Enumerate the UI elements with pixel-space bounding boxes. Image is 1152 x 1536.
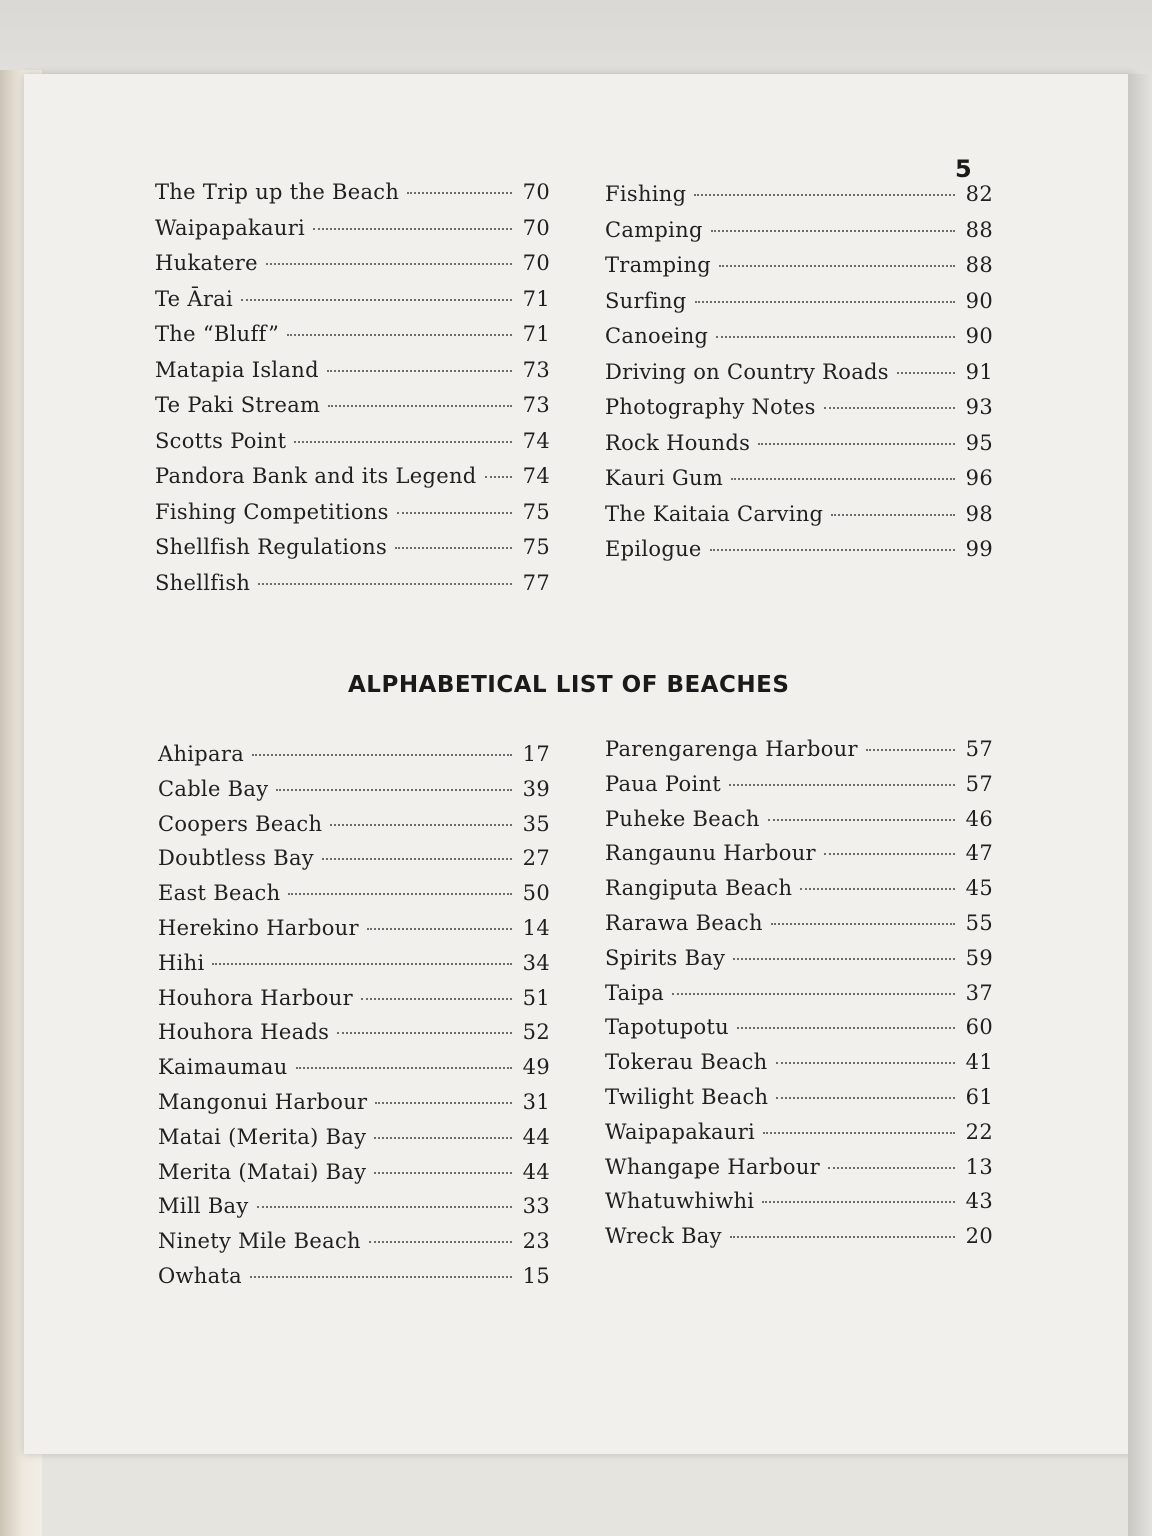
list-item	[605, 841, 993, 876]
list-item	[605, 431, 993, 467]
entry-page-number: 17	[522, 742, 550, 766]
entry-title: Houhora Heads	[158, 1020, 330, 1045]
dot-leader	[768, 819, 955, 821]
list-item	[155, 500, 550, 536]
entry-page-number: 55	[965, 910, 993, 935]
dot-leader	[395, 547, 512, 549]
list-item	[605, 1085, 993, 1120]
entry-page-number: 50	[522, 881, 550, 906]
list-item	[158, 1229, 550, 1264]
entry-title: Rarawa Beach	[605, 910, 763, 935]
dot-leader	[711, 230, 955, 232]
entry-page-number: 51	[522, 985, 550, 1010]
dot-leader	[731, 478, 955, 480]
list-item	[158, 1160, 550, 1195]
list-item	[158, 812, 550, 847]
list-item	[158, 986, 550, 1021]
dot-leader	[758, 443, 955, 445]
entry-page-number: 57	[965, 737, 993, 761]
entry-title: Surfing	[605, 288, 687, 313]
entry-title: Taipa	[605, 980, 665, 1005]
dot-leader	[694, 194, 955, 196]
entry-title: Rangiputa Beach	[605, 876, 793, 901]
entry-title: Photography Notes	[605, 395, 816, 419]
list-item	[605, 1224, 993, 1259]
entry-title: Doubtless Bay	[158, 846, 314, 871]
list-item	[155, 393, 550, 429]
list-item	[158, 1055, 550, 1090]
entry-page-number: 15	[522, 1263, 550, 1288]
dot-leader	[710, 549, 955, 551]
entry-title: Whangape Harbour	[605, 1154, 820, 1179]
entry-title: Ninety Mile Beach	[158, 1229, 361, 1254]
beaches-list-left	[158, 742, 550, 1299]
list-item	[605, 182, 993, 218]
entry-title: Coopers Beach	[158, 811, 323, 836]
entry-title: Spirits Bay	[605, 945, 726, 970]
entry-page-number: 70	[522, 180, 550, 204]
list-item	[605, 737, 993, 772]
list-item	[605, 502, 993, 538]
dot-leader	[762, 1201, 955, 1203]
entry-page-number: 75	[522, 499, 550, 524]
list-item	[155, 216, 550, 252]
entry-page-number: 43	[965, 1189, 993, 1214]
entry-page-number: 73	[522, 357, 550, 382]
dot-leader	[719, 265, 955, 267]
dot-leader	[771, 923, 955, 925]
dot-leader	[485, 476, 512, 478]
page-shadow	[1128, 74, 1152, 1536]
entry-title: Tokerau Beach	[605, 1050, 768, 1075]
entry-page-number: 23	[522, 1229, 550, 1254]
dot-leader	[294, 441, 512, 443]
list-item	[605, 253, 993, 289]
list-item	[605, 395, 993, 431]
entry-page-number: 33	[522, 1194, 550, 1219]
dot-leader	[800, 888, 955, 890]
entry-page-number: 41	[965, 1050, 993, 1075]
list-item	[605, 772, 993, 807]
entry-page-number: 52	[522, 1020, 550, 1045]
dot-leader	[824, 853, 955, 855]
entry-page-number: 73	[522, 393, 550, 417]
dot-leader	[252, 754, 512, 756]
dot-leader	[250, 1276, 512, 1278]
list-item	[605, 1189, 993, 1224]
entry-title: Twilight Beach	[605, 1084, 769, 1109]
entry-title: The Kaitaia Carving	[605, 501, 824, 526]
entry-page-number: 35	[522, 811, 550, 836]
list-item	[155, 287, 550, 323]
entry-title: Rangaunu Harbour	[605, 841, 816, 866]
dot-leader	[776, 1062, 956, 1064]
entry-page-number: 71	[522, 322, 550, 346]
list-item	[158, 1194, 550, 1229]
dot-leader	[322, 858, 512, 860]
entry-title: Rock Hounds	[605, 430, 751, 455]
entry-title: The Trip up the Beach	[155, 180, 400, 204]
list-item	[605, 324, 993, 360]
contents-list-right	[605, 182, 993, 573]
entry-title: Kauri Gum	[605, 466, 724, 490]
entry-page-number: 44	[522, 1124, 550, 1149]
list-item	[158, 1125, 550, 1160]
entry-title: Fishing Competitions	[155, 499, 389, 524]
list-item	[158, 1090, 550, 1125]
entry-title: Owhata	[158, 1263, 242, 1288]
entry-page-number: 70	[522, 215, 550, 240]
dot-leader	[337, 1032, 512, 1034]
entry-title: Matai (Merita) Bay	[158, 1124, 367, 1149]
list-item	[605, 1015, 993, 1050]
entry-title: Te Paki Stream	[155, 393, 321, 417]
list-item	[605, 876, 993, 911]
list-item	[158, 1020, 550, 1055]
entry-title: Shellfish Regulations	[155, 535, 388, 559]
entry-page-number: 90	[965, 324, 993, 348]
dot-leader	[328, 405, 512, 407]
entry-page-number: 70	[522, 251, 550, 275]
list-item	[605, 807, 993, 842]
dot-leader	[374, 1172, 512, 1174]
dot-leader	[737, 1027, 955, 1029]
entry-title: Pandora Bank and its Legend	[155, 464, 477, 488]
list-item	[155, 464, 550, 500]
entry-page-number: 22	[965, 1119, 993, 1144]
entry-page-number: 49	[522, 1055, 550, 1080]
dot-leader	[828, 1167, 955, 1169]
entry-title: The “Bluff”	[155, 322, 280, 346]
dot-leader	[897, 372, 955, 374]
list-item	[158, 742, 550, 777]
list-item	[155, 429, 550, 465]
entry-page-number: 37	[965, 980, 993, 1005]
list-item	[605, 1120, 993, 1155]
entry-page-number: 59	[965, 945, 993, 970]
dot-leader	[212, 963, 512, 965]
entry-title: Te Ārai	[155, 286, 234, 311]
list-item	[155, 322, 550, 358]
entry-page-number: 91	[965, 359, 993, 384]
entry-title: Canoeing	[605, 324, 709, 348]
entry-page-number: 96	[965, 466, 993, 490]
entry-title: Paua Point	[605, 771, 722, 796]
entry-title: Mangonui Harbour	[158, 1089, 368, 1114]
entry-title: Waipapakauri	[155, 215, 306, 240]
dot-leader	[330, 824, 512, 826]
entry-page-number: 45	[965, 876, 993, 901]
entry-page-number: 93	[965, 395, 993, 419]
entry-page-number: 75	[522, 535, 550, 559]
dot-leader	[733, 958, 955, 960]
dot-leader	[367, 928, 512, 930]
list-item	[605, 981, 993, 1016]
dot-leader	[716, 336, 955, 338]
entry-title: Merita (Matai) Bay	[158, 1159, 367, 1184]
entry-title: Puheke Beach	[605, 806, 760, 831]
list-item	[605, 218, 993, 254]
entry-title: Parengarenga Harbour	[605, 737, 858, 761]
list-item	[158, 951, 550, 986]
entry-title: Wreck Bay	[605, 1224, 722, 1249]
entry-page-number: 20	[965, 1224, 993, 1249]
list-item	[155, 535, 550, 571]
dot-leader	[276, 789, 512, 791]
list-item	[155, 180, 550, 216]
list-item	[155, 358, 550, 394]
list-item	[158, 916, 550, 951]
list-item	[605, 1050, 993, 1085]
dot-leader	[397, 512, 512, 514]
dot-leader	[824, 407, 955, 409]
dot-leader	[375, 1102, 512, 1104]
dot-leader	[763, 1132, 955, 1134]
entry-title: Tramping	[605, 253, 712, 277]
entry-page-number: 14	[522, 915, 550, 940]
dot-leader	[407, 192, 512, 194]
list-item	[605, 946, 993, 981]
entry-page-number: 74	[522, 464, 550, 488]
dot-leader	[361, 998, 512, 1000]
dot-leader	[287, 334, 512, 336]
list-item	[155, 251, 550, 287]
entry-page-number: 44	[522, 1159, 550, 1184]
entry-title: Whatuwhiwhi	[605, 1189, 755, 1214]
list-item	[605, 466, 993, 502]
entry-page-number: 95	[965, 430, 993, 455]
entry-title: Cable Bay	[158, 776, 269, 801]
list-item	[158, 1264, 550, 1299]
list-item	[605, 360, 993, 396]
entry-page-number: 77	[522, 570, 550, 595]
dot-leader	[831, 514, 955, 516]
dot-leader	[730, 1236, 955, 1238]
dot-leader	[241, 299, 512, 301]
entry-page-number: 90	[965, 288, 993, 313]
entry-page-number: 57	[965, 771, 993, 796]
entry-page-number: 99	[965, 537, 993, 561]
dot-leader	[369, 1241, 512, 1243]
entry-page-number: 71	[522, 286, 550, 311]
list-item	[158, 881, 550, 916]
entry-page-number: 13	[965, 1154, 993, 1179]
entry-title: Waipapakauri	[605, 1119, 756, 1144]
entry-page-number: 74	[522, 428, 550, 453]
entry-page-number: 88	[965, 253, 993, 277]
entry-title: Matapia Island	[155, 357, 319, 382]
entry-title: Kaimaumau	[158, 1055, 288, 1080]
dot-leader	[288, 893, 512, 895]
entry-title: Tapotupotu	[605, 1015, 729, 1040]
entry-page-number: 34	[522, 950, 550, 975]
entry-title: Hihi	[158, 950, 205, 975]
entry-page-number: 39	[522, 776, 550, 801]
dot-leader	[266, 263, 512, 265]
entry-title: Herekino Harbour	[158, 915, 359, 940]
contents-list-left	[155, 180, 550, 606]
entry-title: East Beach	[158, 881, 281, 906]
dot-leader	[327, 370, 512, 372]
list-item	[155, 571, 550, 607]
entry-page-number: 60	[965, 1015, 993, 1040]
entry-title: Mill Bay	[158, 1194, 249, 1219]
entry-title: Houhora Harbour	[158, 985, 353, 1010]
entry-title: Camping	[605, 217, 703, 242]
entry-page-number: 31	[522, 1089, 550, 1114]
dot-leader	[672, 993, 955, 995]
dot-leader	[313, 228, 512, 230]
dot-leader	[866, 749, 955, 751]
list-item	[158, 846, 550, 881]
entry-page-number: 47	[965, 841, 993, 866]
dot-leader	[296, 1067, 512, 1069]
dot-leader	[374, 1137, 512, 1139]
page-number: 5	[955, 155, 972, 183]
entry-title: Epilogue	[605, 537, 702, 561]
entry-title: Scotts Point	[155, 428, 287, 453]
beaches-heading: ALPHABETICAL LIST OF BEACHES	[348, 672, 790, 698]
list-item	[605, 289, 993, 325]
dot-leader	[776, 1097, 955, 1099]
entry-page-number: 98	[965, 501, 993, 526]
entry-title: Fishing	[605, 182, 687, 206]
entry-page-number: 88	[965, 217, 993, 242]
entry-title: Shellfish	[155, 570, 251, 595]
entry-title: Driving on Country Roads	[605, 359, 889, 384]
list-item	[605, 1155, 993, 1190]
entry-page-number: 82	[965, 182, 993, 206]
entry-title: Ahipara	[158, 742, 245, 766]
entry-page-number: 27	[522, 846, 550, 871]
entry-page-number: 61	[965, 1084, 993, 1109]
list-item	[605, 537, 993, 573]
entry-title: Hukatere	[155, 251, 258, 275]
entry-page-number: 46	[965, 806, 993, 831]
list-item	[605, 911, 993, 946]
dot-leader	[729, 784, 955, 786]
dot-leader	[257, 1206, 512, 1208]
dot-leader	[258, 583, 512, 585]
list-item	[158, 777, 550, 812]
beaches-list-right	[605, 737, 993, 1259]
dot-leader	[695, 301, 955, 303]
